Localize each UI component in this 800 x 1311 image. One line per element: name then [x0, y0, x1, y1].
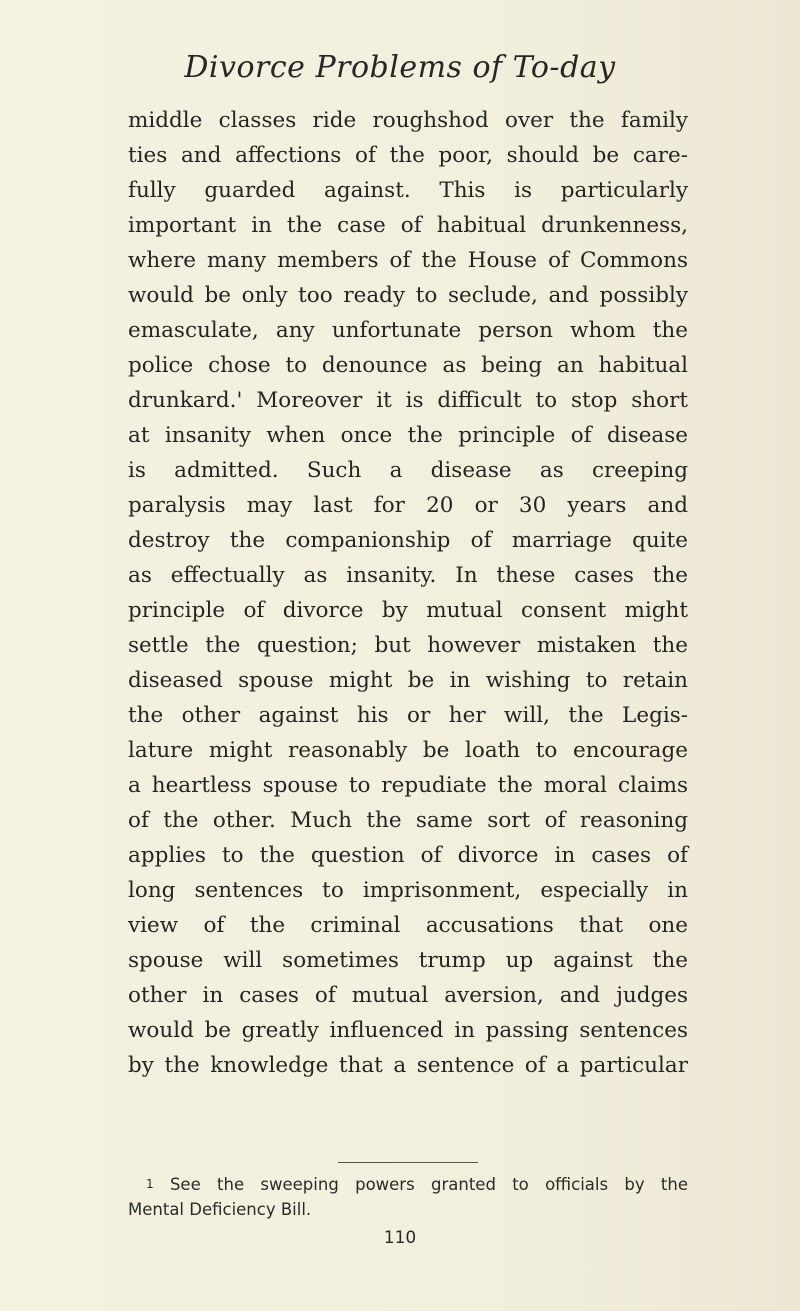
footnote-text: See the sweeping powers granted to officials by the: [169, 1175, 688, 1194]
body-text: [128, 103, 688, 1083]
body-line: middle classes ride roughshod over the family: [128, 108, 688, 133]
body-line: would be only too ready to seclude, and possibly: [128, 283, 688, 308]
body-line: would be greatly influenced in passing sentences: [128, 1018, 688, 1043]
footnote: [128, 1171, 688, 1223]
footnote-rule: [338, 1162, 478, 1163]
body-line: emasculate, any unfortunate person whom the: [128, 318, 688, 343]
footnote-line: [128, 1171, 688, 1197]
body-line: diseased spouse might be in wishing to retain: [128, 668, 688, 693]
body-line: destroy the companionship of marriage quite: [128, 528, 688, 553]
body-line: the other against his or her will, the Legis-: [128, 703, 688, 728]
footnote-marker: 1: [146, 1177, 154, 1191]
body-line: as effectually as insanity. In these cases the: [128, 563, 688, 588]
body-line: applies to the question of divorce in cases of: [128, 843, 688, 868]
body-line: settle the question; but however mistaken the: [128, 633, 688, 658]
body-line: paralysis may last for 20 or 30 years and: [128, 493, 688, 518]
body-line: by the knowledge that a sentence of a particular: [128, 1053, 688, 1078]
body-line: drunkard.' Moreover it is difficult to stop short: [128, 388, 688, 413]
body-line: other in cases of mutual aversion, and judges: [128, 983, 688, 1008]
body-line: view of the criminal accusations that one: [128, 913, 688, 938]
body-line: police chose to denounce as being an habitual: [128, 353, 688, 378]
body-line: of the other. Much the same sort of reasoning: [128, 808, 688, 833]
body-line: is admitted. Such a disease as creeping: [128, 458, 688, 483]
body-line: lature might reasonably be loath to encourage: [128, 738, 688, 763]
running-head: Divorce Problems of To-day: [184, 50, 616, 85]
body-line: long sentences to imprisonment, especially in: [128, 878, 688, 903]
footnote-line: Mental Deficiency Bill.: [128, 1200, 312, 1219]
body-line: a heartless spouse to repudiate the moral claims: [128, 773, 688, 798]
body-line: where many members of the House of Commons: [128, 248, 688, 273]
body-line: fully guarded against. This is particularly: [128, 178, 688, 203]
page-number: 110: [383, 1228, 417, 1248]
body-line: important in the case of habitual drunkenness,: [128, 213, 688, 238]
body-line: at insanity when once the principle of disease: [128, 423, 688, 448]
body-line: ties and affections of the poor, should be care-: [128, 143, 688, 168]
body-line: principle of divorce by mutual consent might: [128, 598, 688, 623]
body-line: spouse will sometimes trump up against the: [128, 948, 688, 973]
